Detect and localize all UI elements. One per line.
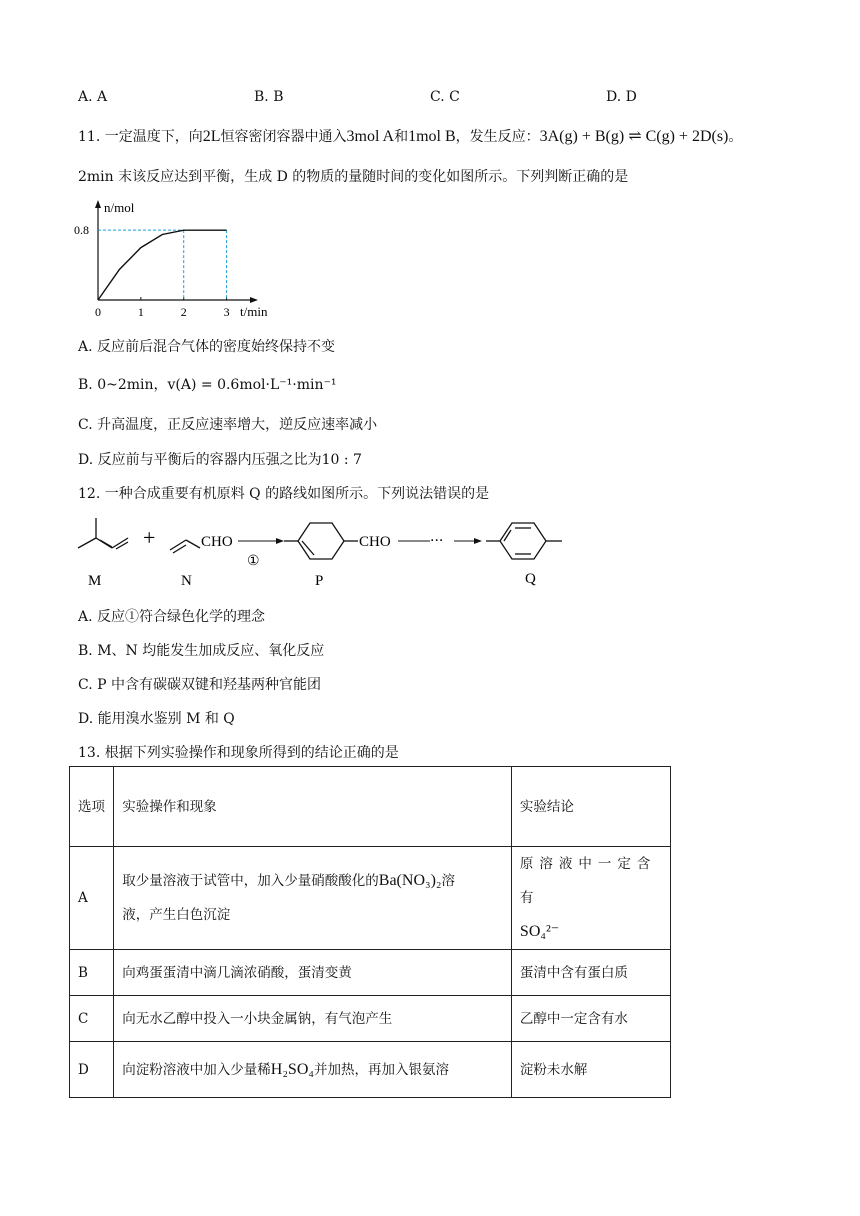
table-row: [70, 847, 671, 950]
table-header-row: [70, 767, 671, 847]
molecule-m-structure: [78, 518, 128, 549]
row-a-op-text-c: 液，产生白色沉淀: [122, 907, 231, 923]
label-n: N: [181, 573, 192, 589]
label-p: P: [315, 573, 324, 589]
q11-text-end: 。: [728, 129, 743, 145]
x-tick-label: 2: [180, 305, 187, 319]
row-d-op-text: 向淀粉溶液中加入少量稀: [122, 1061, 271, 1078]
q11-amount-a: 3mol A: [346, 128, 395, 145]
arrow-head-2: [474, 538, 482, 544]
row-a-concl-text: 原溶液中一定含有: [519, 856, 657, 906]
row-d-conclusion: 淀粉未水解: [511, 1042, 670, 1098]
label-q: Q: [525, 571, 536, 587]
row-b-operation: 向鸡蛋蛋清中滴几滴浓硝酸，蛋清变黄: [114, 950, 512, 996]
row-c-operation: 向无水乙醇中投入一小块金属钠，有气泡产生: [114, 996, 512, 1042]
series-line: [98, 230, 227, 300]
molecule-q-structure: [486, 523, 562, 559]
row-a-formula: Ba(NO₃)₂: [378, 872, 442, 889]
q11-reaction-equation: 3A(g) + B(g) ⇌ C(g) + 2D(s): [539, 128, 729, 145]
q12-option-b: B. M、N 均能发生加成反应、氧化反应: [78, 643, 325, 659]
x-tick-label: 0: [95, 305, 101, 319]
table-row: [70, 1042, 671, 1098]
q11-volume: 2L: [202, 128, 221, 145]
arrow-head-1: [276, 538, 284, 544]
molecule-n-structure: [170, 540, 200, 553]
plus-sign: +: [143, 525, 156, 550]
row-a-conclusion: [511, 847, 670, 950]
row-b-conclusion: 蛋清中含有蛋白质: [511, 950, 670, 996]
row-a-op-text-b: 溶: [441, 873, 455, 889]
row-b-option: B: [70, 950, 114, 996]
table-row: [70, 996, 671, 1042]
q10-option-a: A. A: [78, 89, 108, 105]
q11-text-a: 一定温度下，向: [104, 129, 203, 145]
q12-stem: 12. 一种合成重要有机原料 Q 的路线如图所示。下列说法错误的是: [78, 486, 490, 502]
q11-chart: [70, 196, 270, 321]
x-tick-label: 3: [223, 305, 230, 319]
table-row: [70, 950, 671, 996]
row-a-option: A: [70, 847, 114, 950]
x-axis-label: t/min: [240, 304, 268, 319]
molecule-n-cho: CHO: [201, 534, 233, 550]
molecule-p-structure: [284, 523, 358, 559]
q11-stem-line2: 2min 末该反应达到平衡，生成 D 的物质的量随时间的变化如图所示。下列判断正确的是: [78, 169, 629, 185]
molecule-p-cho: CHO: [359, 534, 391, 550]
route-dots: ···: [430, 533, 444, 549]
q11-option-d: D. 反应前与平衡后的容器内压强之比为10 : 7: [78, 452, 362, 468]
label-m: M: [88, 573, 102, 589]
step-label: ①: [247, 553, 260, 569]
q12-option-d: D. 能用溴水鉴别 M 和 Q: [78, 711, 235, 727]
q11-stem-line1: [78, 126, 742, 146]
header-option: 选项: [70, 767, 114, 847]
row-d-formula: H₂SO₄: [270, 1060, 314, 1078]
row-d-op-text-b: 并加热，再加入银氨溶: [313, 1061, 449, 1078]
q11-option-a: A. 反应前后混合气体的密度始终保持不变: [78, 339, 336, 355]
q12-option-a: A. 反应①符合绿色化学的理念: [78, 609, 266, 625]
row-a-op-text: 取少量溶液于试管中，加入少量硝酸酸化的: [122, 873, 379, 889]
q11-option-b: B. 0~2min，v(A) = 0.6mol·L⁻¹·min⁻¹: [78, 377, 337, 393]
q11-number: 11.: [78, 129, 101, 145]
q10-option-b: B. B: [254, 89, 284, 105]
q11-text-c: 和: [394, 129, 409, 145]
x-axis-arrow: [250, 297, 258, 303]
row-c-conclusion: 乙醇中一定含有水: [511, 996, 670, 1042]
header-operation: 实验操作和现象: [114, 767, 512, 847]
q12-option-c: C. P 中含有碳碳双键和羟基两种官能团: [78, 677, 321, 693]
header-conclusion: 实验结论: [511, 767, 670, 847]
q11-text-d: ，发生反应：: [455, 129, 540, 145]
row-c-option: C: [70, 996, 114, 1042]
q11-text-b: 恒容密闭容器中通入: [220, 129, 347, 145]
row-a-concl-ion: SO₄²⁻: [519, 923, 560, 940]
q13-stem: 13. 根据下列实验操作和现象所得到的结论正确的是: [78, 745, 399, 761]
q12-synthesis-route: [70, 508, 590, 590]
y-tick-label: 0.8: [74, 223, 89, 238]
y-axis-label: n/mol: [104, 200, 135, 215]
q10-option-d: D. D: [606, 89, 637, 105]
q13-experiment-table: [69, 766, 671, 1098]
row-d-operation: [114, 1042, 512, 1098]
row-a-operation: [114, 847, 512, 950]
x-tick-label: 1: [137, 305, 144, 319]
y-axis-arrow: [95, 200, 101, 208]
q11-option-c: C. 升高温度，正反应速率增大，逆反应速率减小: [78, 417, 378, 433]
q10-option-c: C. C: [430, 89, 460, 105]
q11-amount-b: 1mol B: [408, 128, 456, 145]
row-d-option: D: [70, 1042, 114, 1098]
